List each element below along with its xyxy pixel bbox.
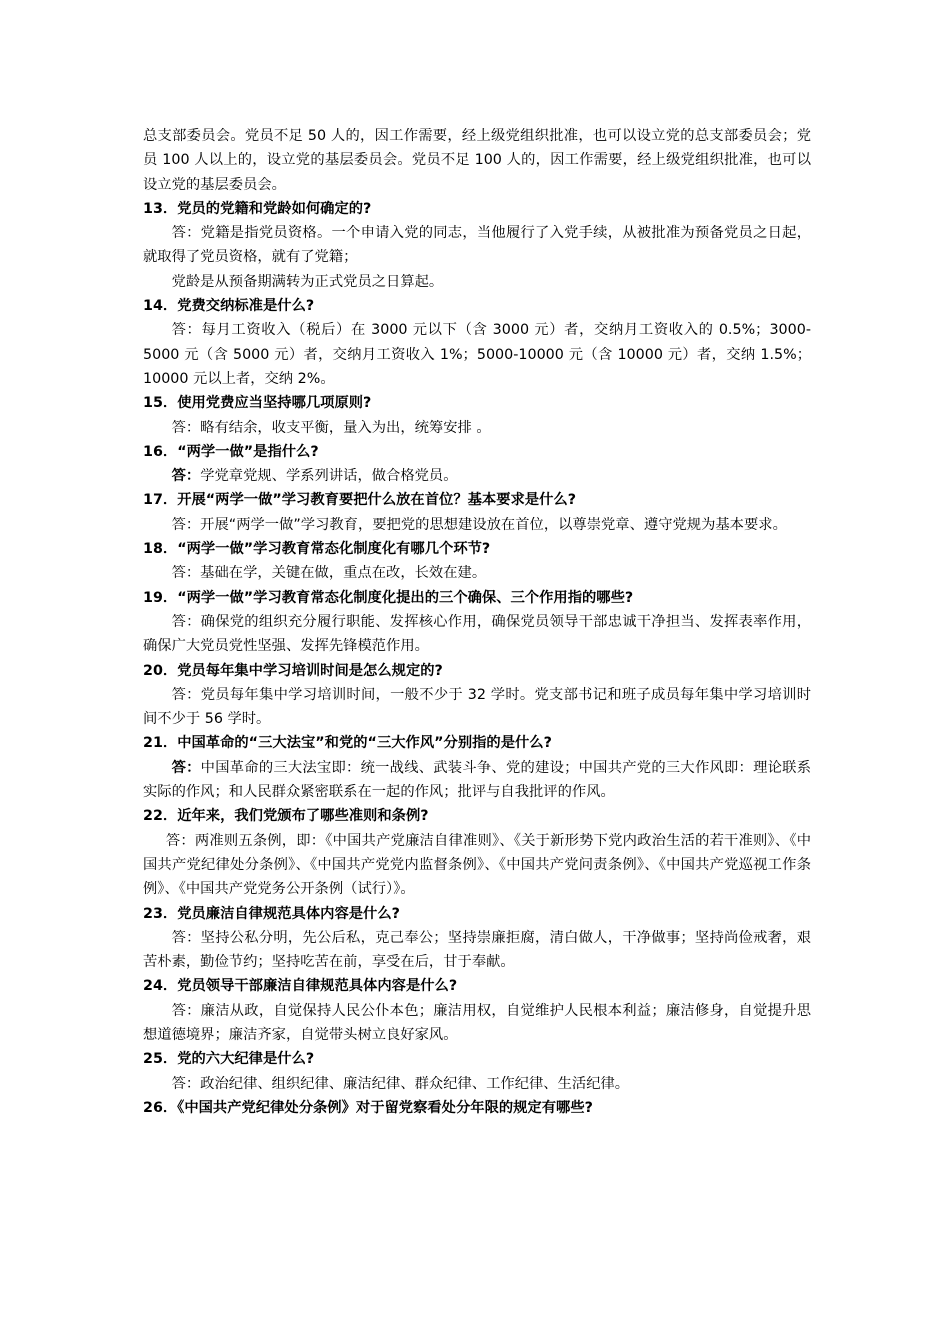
question-23: 23．党员廉洁自律规范具体内容是什么? <box>143 905 400 922</box>
question-21: 21．中国革命的“三大法宝”和党的“三大作风”分别指的是什么? <box>143 735 552 752</box>
question-18: 18．“两学一做”学习教育常态化制度化有哪几个环节? <box>143 541 491 558</box>
intro-paragraph: 总支部委员会。党员不足 50 人的，因工作需要，经上级党组织批准，也可以设立党的总支部委员会；党员 100 人以上的，设立党的基层委员会。党员不足 100 人的，因工作需要，经上级党组织批准，也可以设立党的基层委员会。 <box>143 128 811 193</box>
answer-17: 答：开展“两学一做”学习教育，要把党的思想建设放在首位，以尊崇党章、遵守党规为基本要求。 <box>171 516 787 533</box>
answer-21-text: 中国革命的三大法宝即：统一战线、武装斗争、党的建设；中国共产党的三大作风即：理论联系实际的作风；和人民群众紧密联系在一起的作风；批评与自我批评的作风。 <box>143 759 811 801</box>
answer-20: 答：党员每年集中学习培训时间，一般不少于 32 学时。党支部书记和班子成员每年集中学习培训时间不少于 56 学时。 <box>143 686 811 728</box>
question-17: 17．开展“两学一做”学习教育要把什么放在首位？基本要求是什么? <box>143 492 576 509</box>
answer-21-lead: 答： <box>171 759 201 776</box>
answer-19: 答：确保党的组织充分履行职能、发挥核心作用，确保党员领导干部忠诚干净担当、发挥表率作用，确保广大党员党性坚强、发挥先锋模范作用。 <box>143 613 811 655</box>
answer-24: 答：廉洁从政，自觉保持人民公仆本色；廉洁用权，自觉维护人民根本利益；廉洁修身，自觉提升思想道德境界；廉洁齐家，自觉带头树立良好家风。 <box>143 1002 811 1043</box>
answer-25: 答：政治纪律、组织纪律、廉洁纪律、群众纪律、工作纪律、生活纪律。 <box>171 1075 630 1092</box>
question-19: 19．“两学一做”学习教育常态化制度化提出的三个确保、三个作用指的哪些? <box>143 589 634 606</box>
question-26: 26．《中国共产党纪律处分条例》对于留党察看处分年限的规定有哪些? <box>143 1099 593 1116</box>
answer-16-text: 学党章党规、学系列讲话，做合格党员。 <box>200 468 458 485</box>
question-24: 24．党员领导干部廉洁自律规范具体内容是什么? <box>143 978 458 995</box>
answer-15: 答：略有结余，收支平衡，量入为出，统筹安排 。 <box>171 419 491 436</box>
answer-22: 答：两准则五条例，即：《中国共产党廉洁自律准则》、《关于新形势下党内政治生活的若干准则》、《中国共产党纪律处分条例》、《中国共产党党内监督条例》、《中国共产党问责条例》、《中国共产党巡视工作条例》、《中国共产党党务公开条例（试行）》。 <box>143 832 811 898</box>
answer-14: 答：每月工资收入（税后）在 3000 元以下（含 3000 元）者，交纳月工资收入的 0.5%；3000-5000 元（含 5000 元）者，交纳月工资收入 1%；5000-10000 元（含 10000 元）者，交纳 1.5%；10000 元以上者，交纳 2%。 <box>143 322 811 387</box>
answer-21 <box>143 756 811 805</box>
question-14: 14．党费交纳标准是什么? <box>143 298 315 315</box>
answer-23: 答：坚持公私分明，先公后私，克己奉公；坚持崇廉拒腐，清白做人，干净做事；坚持尚俭戒奢，艰苦朴素，勤俭节约；坚持吃苦在前，享受在后，甘于奉献。 <box>143 929 811 971</box>
question-20: 20．党员每年集中学习培训时间是怎么规定的? <box>143 662 443 679</box>
question-22: 22．近年来，我们党颁布了哪些准则和条例? <box>143 808 429 825</box>
answer-18: 答：基础在学，关键在做，重点在改，长效在建。 <box>171 565 487 582</box>
answer-16 <box>143 464 811 488</box>
document-body <box>143 124 811 1120</box>
answer-16-lead: 答： <box>171 468 201 485</box>
question-25: 25．党的六大纪律是什么? <box>143 1051 315 1068</box>
question-16: 16．“两学一做”是指什么? <box>143 443 319 460</box>
question-15: 15．使用党费应当坚持哪几项原则? <box>143 395 372 412</box>
answer-13-2: 党龄是从预备期满转为正式党员之日算起。 <box>171 273 444 290</box>
question-13: 13．党员的党籍和党龄如何确定的? <box>143 200 372 217</box>
answer-13-1: 答：党籍是指党员资格。一个申请入党的同志，当他履行了入党手续，从被批准为预备党员之日起，就取得了党员资格，就有了党籍； <box>143 225 811 266</box>
